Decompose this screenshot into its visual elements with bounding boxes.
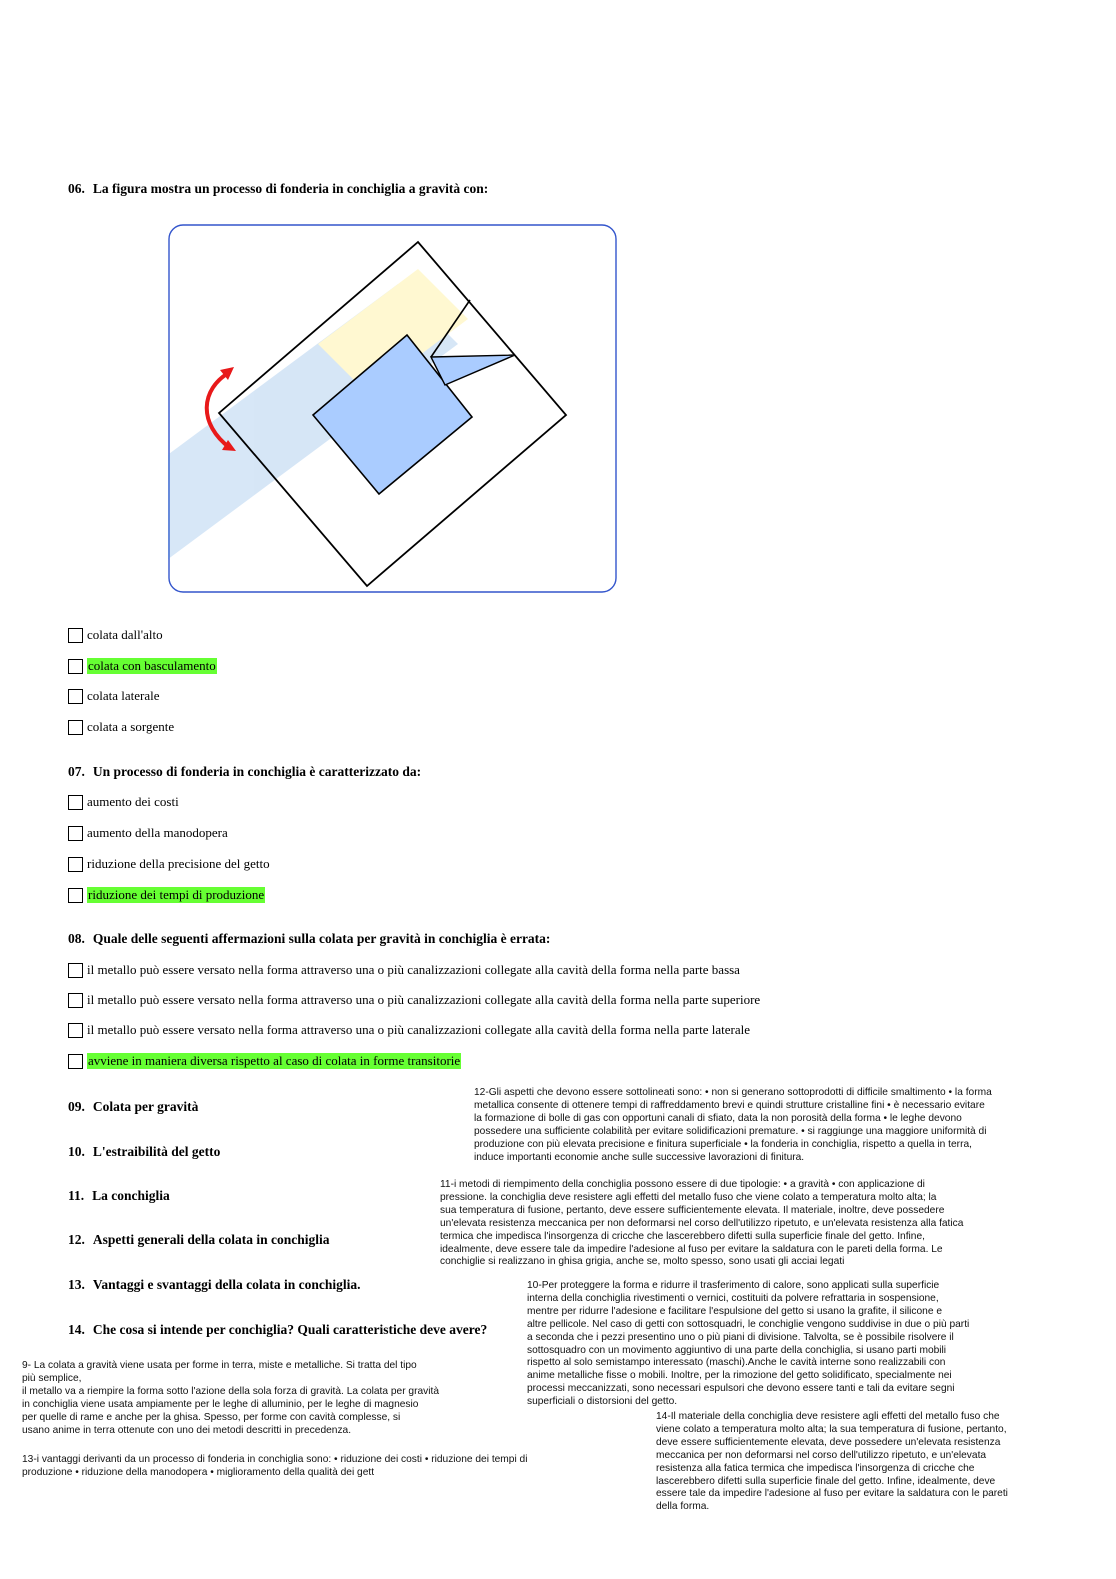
note-line: altre pellicole. Nel caso di getti con sottosquadri, le conchiglie vengono suddivise in due o più parti (527, 1318, 970, 1330)
note-line: usano anime in terra ottenute con uno dei metodi descritti in precedenza. (22, 1424, 352, 1436)
question-08-title (68, 931, 550, 947)
checkbox[interactable] (68, 1023, 83, 1038)
note-line: idealmente, deve essere tale da impedire l'adesione al fuso per evitare la saldatura con le pareti della forma. Le (440, 1243, 943, 1255)
question-number: 10. (68, 1144, 85, 1159)
note-line: resistenza alla fatica termica che impedisca l'insorgenza di cricche che (656, 1462, 975, 1474)
checkbox[interactable] (68, 857, 83, 872)
note-line: pressione. la conchiglia deve resistere agli effetti del metallo fuso che viene colato a temperatura molto alta; la (440, 1191, 937, 1203)
question-number: 12. (68, 1232, 85, 1247)
option-label: il metallo può essere versato nella forma attraverso una o più canalizzazioni collegate alla cavità della forma nella parte laterale (87, 1022, 751, 1037)
option-07-b[interactable] (68, 824, 228, 842)
checkbox[interactable] (68, 795, 83, 810)
note-line: per quelle di rame e anche per la ghisa. Spesso, per forme con cavità complesse, si (22, 1411, 401, 1423)
note-line: anime metalliche fisse o mobili. Inoltre, per la rimozione del getto solidificato, specialmente nei (527, 1370, 952, 1382)
note-line: a seconda che i pezzi presentino uno o più piani di divisione. Talvolta, se è possibile risolvere il (527, 1331, 954, 1343)
note-line: rispetto al solo semistampo interessato (maschi).Anche le cavità interne sono realizzabili con (527, 1357, 946, 1369)
note-line: un'elevata resistenza meccanica per non deformarsi nel corso dell'utilizzo ripetuto, e un'elevata resistenza alla fatica (440, 1217, 964, 1229)
option-06-a[interactable] (68, 626, 163, 644)
note-line: produzione • riduzione della manodopera • miglioramento della qualità dei gett (22, 1466, 375, 1478)
option-07-a[interactable] (68, 793, 179, 811)
note-line: mentre per ridurre l'adesione e facilitare l'espulsione del getto si usano la grafite, il silicone e (527, 1305, 943, 1317)
question-text: La conchiglia (92, 1188, 170, 1203)
note-line: superficiali o distorsioni del getto. (527, 1396, 678, 1408)
option-06-b[interactable] (68, 657, 217, 675)
answer-note-12 (474, 1087, 1078, 1164)
checkbox[interactable] (68, 963, 83, 978)
checkbox[interactable] (68, 826, 83, 841)
option-label: aumento dei costi (87, 794, 179, 809)
option-06-c[interactable] (68, 687, 160, 705)
pouring-cup (431, 355, 515, 385)
answer-note-9 (22, 1360, 496, 1437)
note-line: sua temperatura di fusione, pertanto, deve essere sufficientemente elevata. Il materiale, inoltre, deve possedere (440, 1204, 945, 1216)
note-line: 13-i vantaggi derivanti da un processo di fonderia in conchiglia sono: • riduzione dei costi • riduzione dei tempi di (22, 1454, 528, 1465)
note-line: 14-Il materiale della conchiglia deve resistere agli effetti del metallo fuso che (656, 1411, 1000, 1422)
question-text: Che cosa si intende per conchiglia? Quali caratteristiche deve avere? (92, 1322, 488, 1337)
note-line: lascerebbero difetti sulla superficie finale del getto. Infine, idealmente, deve (656, 1475, 996, 1487)
note-line: essere tale da impedire l'adesione al fuso per evitare la saldatura con le pareti (656, 1488, 1008, 1500)
answer-note-13 (22, 1454, 620, 1480)
checkbox[interactable] (68, 993, 83, 1008)
note-line: termica che impedisca l'insorgenza di cricche che lascerebbero difetti sulla superficie finale del getto. Infine, (440, 1230, 925, 1242)
question-13-title (68, 1277, 361, 1293)
question-text: La figura mostra un processo di fonderia in conchiglia a gravità con: (92, 181, 489, 196)
question-text: Aspetti generali della colata in conchiglia (92, 1232, 330, 1247)
option-07-c[interactable] (68, 855, 270, 873)
note-line: la formazione di bolle di gas con opportuni canali di sfiato, data la non porosità della forma • le leghe devono (474, 1112, 962, 1124)
note-line: della forma. (656, 1501, 710, 1513)
option-label: colata dall'alto (87, 627, 163, 642)
note-line: deve essere sufficientemente elevata, deve possedere un'elevata resistenza (656, 1436, 1001, 1448)
option-08-d[interactable] (68, 1052, 461, 1070)
option-label: il metallo può essere versato nella forma attraverso una o più canalizzazioni collegate alla cavità della forma nella parte bassa (87, 962, 740, 977)
option-07-d[interactable] (68, 886, 265, 904)
note-line: metallica consente di ottenere tempi di raffreddamento brevi e quindi strutture cristalline fini • è necessario evitare (474, 1099, 985, 1111)
option-label: colata laterale (87, 688, 160, 703)
note-line: viene colato a temperatura molto alta; la sua temperatura di fusione, pertanto, (656, 1423, 1007, 1435)
question-text: Quale delle seguenti affermazioni sulla colata per gravità in conchiglia è errata: (92, 931, 551, 946)
note-line: processi meccanizzati, sono necessari espulsori che devono essere tanti e tali da evitare segni (527, 1383, 955, 1395)
note-line: 10-Per proteggere la forma e ridurre il trasferimento di calore, sono applicati sulla superficie (527, 1280, 940, 1291)
checkbox[interactable] (68, 1054, 83, 1069)
note-line: 11-i metodi di riempimento della conchiglia possono essere di due tipologie: • a gravità • con applicazione di (440, 1179, 925, 1190)
note-line: 9- La colata a gravità viene usata per forme in terra, miste e metalliche. Si tratta del tipo (22, 1360, 417, 1371)
tilting-mold-diagram-icon (168, 224, 617, 593)
option-08-a[interactable] (68, 961, 740, 979)
option-label-highlighted: riduzione dei tempi di produzione (88, 887, 265, 902)
note-line: meccanica per non deformarsi nel corso dell'utilizzo ripetuto, e un'elevata (656, 1449, 987, 1461)
question-11-title (68, 1188, 170, 1204)
question-number: 08. (68, 931, 85, 946)
question-number: 13. (68, 1277, 85, 1292)
checkbox[interactable] (68, 720, 83, 735)
answer-note-10 (527, 1280, 1047, 1409)
question-14-title (68, 1322, 487, 1338)
option-label: il metallo può essere versato nella forma attraverso una o più canalizzazioni collegate alla cavità della forma nella parte superiore (87, 992, 761, 1007)
question-number: 06. (68, 181, 85, 196)
option-label: riduzione della precisione del getto (87, 856, 270, 871)
question-text: Colata per gravità (92, 1099, 199, 1114)
option-label: aumento della manodopera (87, 825, 228, 840)
question-text: L'estraibilità del getto (92, 1144, 221, 1159)
note-line: il metallo va a riempire la forma sotto l'azione della sola forza di gravità. La colata per gravità (22, 1385, 440, 1397)
option-label: colata a sorgente (87, 719, 175, 734)
question-number: 07. (68, 764, 85, 779)
option-06-d[interactable] (68, 718, 174, 736)
question-09-title (68, 1099, 198, 1115)
option-08-c[interactable] (68, 1021, 750, 1039)
checkbox[interactable] (68, 689, 83, 704)
tilting-mold-figure (168, 224, 617, 593)
question-10-title (68, 1144, 220, 1160)
question-12-title (68, 1232, 329, 1248)
option-08-b[interactable] (68, 991, 760, 1009)
checkbox[interactable] (68, 659, 83, 674)
question-07-title (68, 764, 421, 780)
checkbox[interactable] (68, 628, 83, 643)
question-number: 11. (68, 1188, 85, 1203)
answer-note-11 (440, 1179, 1052, 1269)
option-label-highlighted: colata con basculamento (88, 658, 216, 673)
question-text: Un processo di fonderia in conchiglia è caratterizzato da: (92, 764, 422, 779)
option-label-highlighted: avviene in maniera diversa rispetto al caso di colata in forme transitorie (88, 1053, 461, 1068)
note-line: possedere una sufficiente colabilità per evitare solidificazioni premature. • si raggiunge una maggiore uniformità di (474, 1125, 987, 1137)
note-line: conchiglie si realizzano in ghisa grigia, anche se, molto spesso, sono usati gli acciai legati (440, 1256, 845, 1268)
note-line: in conchiglia viene usata ampiamente per le leghe di alluminio, per le leghe di magnesio (22, 1398, 419, 1410)
note-line: più semplice, (22, 1372, 82, 1384)
note-line: produzione con più elevata precisione e finitura superficiale • la fonderia in conchiglia, rispetto a quella in terra, (474, 1138, 972, 1150)
note-line: sottosquadro con un movimento aggiuntivo di una parte della conchiglia, si usano parti mobili (527, 1344, 947, 1356)
question-number: 09. (68, 1099, 85, 1114)
note-line: interna della conchiglia rivestimenti o vernici, costituiti da polvere refrattaria in sospensione, (527, 1292, 939, 1304)
note-line: 12-Gli aspetti che devono essere sottolineati sono: • non si generano sottoprodotti di difficile smaltimento • la forma (474, 1087, 992, 1098)
checkbox[interactable] (68, 888, 83, 903)
answer-note-14 (656, 1411, 1078, 1514)
question-text: Vantaggi e svantaggi della colata in conchiglia. (92, 1277, 361, 1292)
note-line: induce importanti economie anche sulle successive lavorazioni di finitura. (474, 1151, 805, 1163)
question-number: 14. (68, 1322, 85, 1337)
question-06-title (68, 181, 488, 197)
